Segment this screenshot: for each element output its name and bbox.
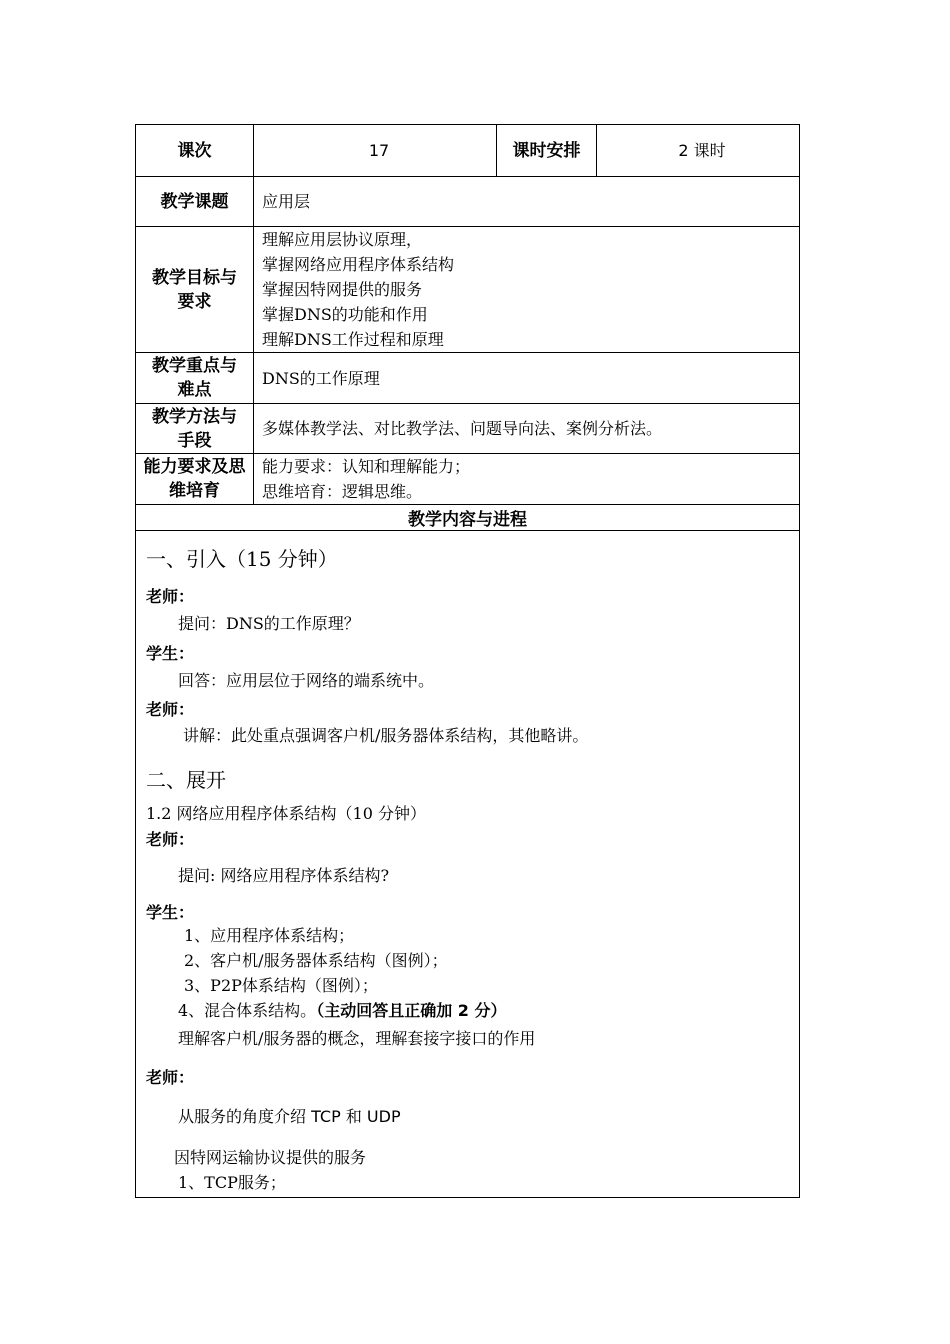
methods-row: [136, 404, 800, 454]
goal-item: 掌握因特网提供的服务: [262, 280, 423, 299]
methods-value: 多媒体教学法、对比教学法、问题导向法、案例分析法。: [254, 404, 800, 454]
lesson-plan-table: [135, 124, 800, 1198]
teaching-content: [136, 531, 800, 1198]
content-row: [136, 531, 800, 1198]
explanation-1: 讲解：此处重点强调客户机/服务器体系结构，其他略讲。: [183, 726, 589, 745]
goal-item: 掌握DNS的功能和作用: [262, 305, 428, 324]
goals-list: [254, 227, 800, 353]
topic-row: [136, 177, 800, 227]
student-label: 学生：: [146, 644, 195, 663]
section-title: 教学内容与进程: [136, 505, 800, 531]
topic-value: 应用层: [254, 177, 800, 227]
section-title-row: [136, 505, 800, 531]
teacher-label: 老师：: [146, 700, 195, 719]
understanding-note: 理解客户机/服务器的概念，理解套接字接口的作用: [178, 1029, 536, 1048]
key-points-row: [136, 353, 800, 404]
question-1: 提问：DNS的工作原理？: [178, 614, 360, 633]
goals-row: [136, 227, 800, 353]
key-points-label: 教学重点与难点: [136, 353, 254, 404]
key-points-value: DNS的工作原理: [254, 353, 800, 404]
lesson-number-value: 17: [254, 125, 497, 177]
lesson-header-row: [136, 125, 800, 177]
student-label: 学生：: [146, 903, 195, 922]
teacher-label: 老师：: [146, 830, 195, 849]
ability-requirement: 能力要求：认知和理解能力；: [262, 457, 471, 476]
part1-title: 一、引入（15 分钟）: [146, 547, 338, 571]
goal-item: 理解DNS工作过程和原理: [262, 330, 444, 349]
lesson-number-label: 课次: [136, 125, 254, 177]
subsection-1-2: 1.2 网络应用程序体系结构（10 分钟）: [146, 804, 426, 823]
class-hours-label: 课时安排: [497, 125, 597, 177]
goals-label: 教学目标与要求: [136, 227, 254, 353]
abilities-label: 能力要求及思维培育: [136, 454, 254, 505]
class-hours-value: 2 课时: [597, 125, 800, 177]
bonus-note: （主动回答且正确加 2 分）: [316, 1001, 507, 1020]
goal-item: 掌握网络应用程序体系结构: [262, 255, 455, 274]
transport-services: 因特网运输协议提供的服务: [174, 1148, 367, 1167]
part2-title: 二、展开: [146, 768, 226, 792]
answer-item: 3、P2P体系结构（图例）；: [184, 976, 378, 995]
answer-item: 1、应用程序体系结构；: [184, 926, 355, 945]
abilities-row: [136, 454, 800, 505]
teacher-label: 老师：: [146, 587, 195, 606]
answer-item: 4、混合体系结构。（主动回答且正确加 2 分）: [178, 1001, 507, 1020]
methods-label: 教学方法与手段: [136, 404, 254, 454]
tcp-udp-intro: 从服务的角度介绍 TCP 和 UDP: [178, 1107, 401, 1126]
topic-label: 教学课题: [136, 177, 254, 227]
thinking-cultivation: 思维培育：逻辑思维。: [262, 482, 423, 501]
question-2: 提问: 网络应用程序体系结构?: [178, 866, 390, 885]
goal-item: 理解应用层协议原理，: [262, 230, 423, 249]
answer-item: 2、客户机/服务器体系结构（图例）；: [184, 951, 448, 970]
abilities-value: [254, 454, 800, 505]
answer-1: 回答：应用层位于网络的端系统中。: [178, 671, 435, 690]
teacher-label: 老师：: [146, 1068, 195, 1087]
tcp-service: 1、TCP服务；: [178, 1173, 286, 1192]
